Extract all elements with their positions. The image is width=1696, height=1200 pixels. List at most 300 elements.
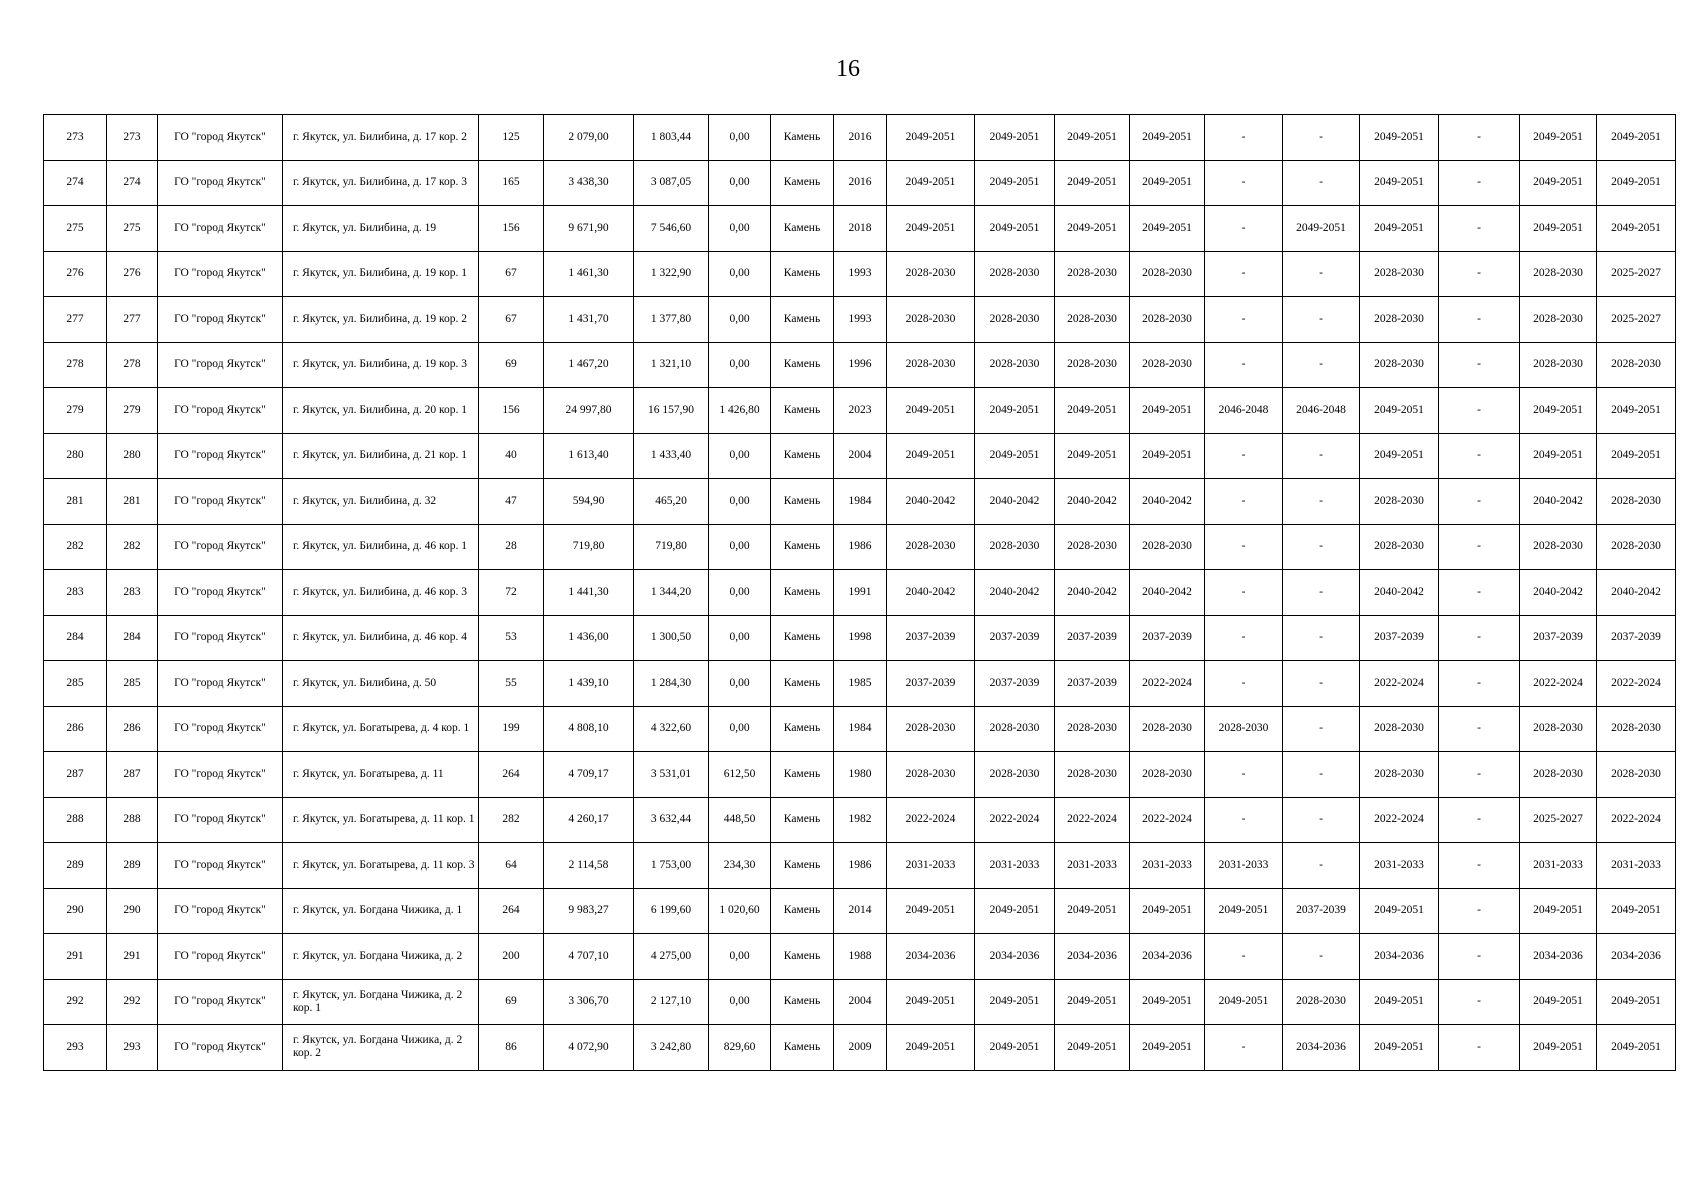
cell-residents: 165 xyxy=(479,160,544,206)
cell-nonresidential-area: 0,00 xyxy=(709,160,771,206)
cell-record-number: 286 xyxy=(107,706,158,752)
cell-residents: 156 xyxy=(479,206,544,252)
cell-period-10: 2028-2030 xyxy=(1597,706,1676,752)
cell-period-5: - xyxy=(1205,115,1283,161)
cell-total-area: 2 114,58 xyxy=(544,843,634,889)
cell-period-1: 2049-2051 xyxy=(887,888,975,934)
cell-period-8: - xyxy=(1439,979,1520,1025)
cell-municipality: ГО "город Якутск" xyxy=(158,206,283,252)
cell-period-1: 2022-2024 xyxy=(887,797,975,843)
cell-total-area: 1 431,70 xyxy=(544,297,634,343)
cell-period-5: 2028-2030 xyxy=(1205,706,1283,752)
cell-record-number: 288 xyxy=(107,797,158,843)
cell-row-number: 287 xyxy=(44,752,107,798)
cell-period-10: 2049-2051 xyxy=(1597,888,1676,934)
cell-period-7: 2031-2033 xyxy=(1360,843,1439,889)
table-row xyxy=(44,752,1676,798)
cell-municipality: ГО "город Якутск" xyxy=(158,479,283,525)
cell-period-7: 2049-2051 xyxy=(1360,433,1439,479)
cell-record-number: 283 xyxy=(107,570,158,616)
cell-nonresidential-area: 0,00 xyxy=(709,115,771,161)
cell-period-5: - xyxy=(1205,570,1283,616)
cell-commission-year: 2014 xyxy=(834,888,887,934)
cell-period-3: 2049-2051 xyxy=(1055,388,1130,434)
table-row xyxy=(44,615,1676,661)
cell-period-3: 2049-2051 xyxy=(1055,206,1130,252)
cell-period-1: 2049-2051 xyxy=(887,160,975,206)
cell-total-area: 1 613,40 xyxy=(544,433,634,479)
cell-period-10: 2025-2027 xyxy=(1597,251,1676,297)
cell-period-6: - xyxy=(1283,797,1360,843)
cell-period-6: - xyxy=(1283,479,1360,525)
cell-period-4: 2028-2030 xyxy=(1130,752,1205,798)
cell-municipality: ГО "город Якутск" xyxy=(158,934,283,980)
cell-row-number: 285 xyxy=(44,661,107,707)
cell-total-area: 24 997,80 xyxy=(544,388,634,434)
cell-living-area: 4 322,60 xyxy=(634,706,709,752)
cell-address: г. Якутск, ул. Билибина, д. 46 кор. 3 xyxy=(283,570,479,616)
cell-commission-year: 1982 xyxy=(834,797,887,843)
table-row xyxy=(44,388,1676,434)
cell-period-5: 2049-2051 xyxy=(1205,888,1283,934)
cell-period-4: 2049-2051 xyxy=(1130,160,1205,206)
cell-municipality: ГО "город Якутск" xyxy=(158,661,283,707)
cell-commission-year: 2009 xyxy=(834,1025,887,1071)
cell-period-1: 2028-2030 xyxy=(887,342,975,388)
cell-municipality: ГО "город Якутск" xyxy=(158,843,283,889)
cell-nonresidential-area: 0,00 xyxy=(709,251,771,297)
cell-commission-year: 1998 xyxy=(834,615,887,661)
cell-total-area: 4 260,17 xyxy=(544,797,634,843)
cell-record-number: 279 xyxy=(107,388,158,434)
cell-period-8: - xyxy=(1439,570,1520,616)
cell-total-area: 1 439,10 xyxy=(544,661,634,707)
cell-period-3: 2028-2030 xyxy=(1055,251,1130,297)
cell-period-3: 2049-2051 xyxy=(1055,888,1130,934)
table-row xyxy=(44,297,1676,343)
cell-period-6: 2028-2030 xyxy=(1283,979,1360,1025)
cell-period-7: 2028-2030 xyxy=(1360,524,1439,570)
cell-period-1: 2028-2030 xyxy=(887,251,975,297)
cell-municipality: ГО "город Якутск" xyxy=(158,342,283,388)
cell-address: г. Якутск, ул. Билибина, д. 19 кор. 3 xyxy=(283,342,479,388)
cell-period-7: 2028-2030 xyxy=(1360,706,1439,752)
cell-period-2: 2049-2051 xyxy=(975,979,1055,1025)
cell-total-area: 4 808,10 xyxy=(544,706,634,752)
cell-commission-year: 1985 xyxy=(834,661,887,707)
cell-record-number: 291 xyxy=(107,934,158,980)
cell-residents: 125 xyxy=(479,115,544,161)
cell-wall-material: Камень xyxy=(771,661,834,707)
cell-municipality: ГО "город Якутск" xyxy=(158,752,283,798)
cell-record-number: 276 xyxy=(107,251,158,297)
cell-total-area: 3 306,70 xyxy=(544,979,634,1025)
cell-living-area: 1 284,30 xyxy=(634,661,709,707)
cell-period-4: 2022-2024 xyxy=(1130,797,1205,843)
cell-address: г. Якутск, ул. Билибина, д. 32 xyxy=(283,479,479,525)
cell-wall-material: Камень xyxy=(771,115,834,161)
cell-record-number: 281 xyxy=(107,479,158,525)
cell-period-5: - xyxy=(1205,433,1283,479)
cell-period-9: 2034-2036 xyxy=(1520,934,1597,980)
cell-period-5: 2046-2048 xyxy=(1205,388,1283,434)
cell-period-9: 2049-2051 xyxy=(1520,388,1597,434)
cell-residents: 67 xyxy=(479,251,544,297)
cell-total-area: 9 983,27 xyxy=(544,888,634,934)
cell-living-area: 3 087,05 xyxy=(634,160,709,206)
cell-record-number: 282 xyxy=(107,524,158,570)
cell-period-10: 2028-2030 xyxy=(1597,342,1676,388)
cell-address: г. Якутск, ул. Богатырева, д. 11 кор. 3 xyxy=(283,843,479,889)
cell-period-4: 2037-2039 xyxy=(1130,615,1205,661)
cell-wall-material: Камень xyxy=(771,888,834,934)
cell-address: г. Якутск, ул. Билибина, д. 21 кор. 1 xyxy=(283,433,479,479)
cell-period-10: 2022-2024 xyxy=(1597,661,1676,707)
cell-municipality: ГО "город Якутск" xyxy=(158,570,283,616)
cell-municipality: ГО "город Якутск" xyxy=(158,388,283,434)
cell-wall-material: Камень xyxy=(771,524,834,570)
cell-municipality: ГО "город Якутск" xyxy=(158,706,283,752)
cell-period-7: 2049-2051 xyxy=(1360,888,1439,934)
cell-period-4: 2049-2051 xyxy=(1130,206,1205,252)
cell-period-5: - xyxy=(1205,752,1283,798)
cell-period-6: - xyxy=(1283,752,1360,798)
cell-period-7: 2028-2030 xyxy=(1360,297,1439,343)
cell-nonresidential-area: 448,50 xyxy=(709,797,771,843)
cell-record-number: 273 xyxy=(107,115,158,161)
cell-period-9: 2028-2030 xyxy=(1520,706,1597,752)
cell-period-9: 2049-2051 xyxy=(1520,1025,1597,1071)
cell-living-area: 7 546,60 xyxy=(634,206,709,252)
cell-total-area: 1 436,00 xyxy=(544,615,634,661)
cell-period-2: 2028-2030 xyxy=(975,251,1055,297)
cell-period-7: 2028-2030 xyxy=(1360,479,1439,525)
table-row xyxy=(44,479,1676,525)
cell-period-10: 2049-2051 xyxy=(1597,433,1676,479)
housing-registry-table xyxy=(43,114,1676,1071)
cell-municipality: ГО "город Якутск" xyxy=(158,433,283,479)
cell-address: г. Якутск, ул. Билибина, д. 46 кор. 1 xyxy=(283,524,479,570)
cell-period-2: 2037-2039 xyxy=(975,661,1055,707)
cell-period-7: 2028-2030 xyxy=(1360,342,1439,388)
table-row xyxy=(44,524,1676,570)
cell-period-3: 2037-2039 xyxy=(1055,661,1130,707)
cell-record-number: 292 xyxy=(107,979,158,1025)
cell-period-10: 2028-2030 xyxy=(1597,479,1676,525)
cell-period-6: - xyxy=(1283,934,1360,980)
cell-residents: 86 xyxy=(479,1025,544,1071)
cell-period-3: 2034-2036 xyxy=(1055,934,1130,980)
cell-commission-year: 2023 xyxy=(834,388,887,434)
cell-period-9: 2028-2030 xyxy=(1520,524,1597,570)
cell-period-8: - xyxy=(1439,1025,1520,1071)
cell-period-5: - xyxy=(1205,934,1283,980)
cell-period-1: 2028-2030 xyxy=(887,752,975,798)
cell-period-7: 2049-2051 xyxy=(1360,206,1439,252)
cell-period-9: 2028-2030 xyxy=(1520,342,1597,388)
cell-wall-material: Камень xyxy=(771,615,834,661)
cell-municipality: ГО "город Якутск" xyxy=(158,524,283,570)
cell-period-1: 2049-2051 xyxy=(887,206,975,252)
cell-record-number: 274 xyxy=(107,160,158,206)
cell-total-area: 719,80 xyxy=(544,524,634,570)
cell-living-area: 1 300,50 xyxy=(634,615,709,661)
cell-period-7: 2028-2030 xyxy=(1360,251,1439,297)
cell-period-7: 2049-2051 xyxy=(1360,388,1439,434)
cell-wall-material: Камень xyxy=(771,479,834,525)
table-row xyxy=(44,797,1676,843)
cell-period-10: 2040-2042 xyxy=(1597,570,1676,616)
cell-period-9: 2049-2051 xyxy=(1520,433,1597,479)
cell-municipality: ГО "город Якутск" xyxy=(158,251,283,297)
cell-period-1: 2049-2051 xyxy=(887,1025,975,1071)
cell-period-5: - xyxy=(1205,160,1283,206)
cell-period-2: 2040-2042 xyxy=(975,570,1055,616)
cell-record-number: 293 xyxy=(107,1025,158,1071)
cell-period-7: 2049-2051 xyxy=(1360,160,1439,206)
cell-period-9: 2049-2051 xyxy=(1520,206,1597,252)
cell-period-9: 2028-2030 xyxy=(1520,297,1597,343)
cell-period-3: 2037-2039 xyxy=(1055,615,1130,661)
cell-wall-material: Камень xyxy=(771,433,834,479)
cell-period-1: 2040-2042 xyxy=(887,570,975,616)
cell-period-8: - xyxy=(1439,297,1520,343)
cell-period-6: - xyxy=(1283,160,1360,206)
cell-total-area: 4 072,90 xyxy=(544,1025,634,1071)
cell-period-7: 2037-2039 xyxy=(1360,615,1439,661)
cell-period-3: 2028-2030 xyxy=(1055,706,1130,752)
cell-nonresidential-area: 0,00 xyxy=(709,979,771,1025)
cell-period-5: - xyxy=(1205,615,1283,661)
cell-nonresidential-area: 612,50 xyxy=(709,752,771,798)
cell-period-8: - xyxy=(1439,934,1520,980)
cell-residents: 264 xyxy=(479,888,544,934)
cell-wall-material: Камень xyxy=(771,342,834,388)
cell-residents: 282 xyxy=(479,797,544,843)
cell-living-area: 1 321,10 xyxy=(634,342,709,388)
cell-commission-year: 2004 xyxy=(834,979,887,1025)
cell-commission-year: 1996 xyxy=(834,342,887,388)
cell-period-3: 2031-2033 xyxy=(1055,843,1130,889)
cell-period-10: 2049-2051 xyxy=(1597,206,1676,252)
cell-living-area: 1 322,90 xyxy=(634,251,709,297)
cell-municipality: ГО "город Якутск" xyxy=(158,888,283,934)
cell-period-10: 2028-2030 xyxy=(1597,752,1676,798)
cell-commission-year: 1986 xyxy=(834,524,887,570)
cell-nonresidential-area: 1 020,60 xyxy=(709,888,771,934)
cell-nonresidential-area: 0,00 xyxy=(709,342,771,388)
cell-address: г. Якутск, ул. Билибина, д. 17 кор. 3 xyxy=(283,160,479,206)
cell-living-area: 4 275,00 xyxy=(634,934,709,980)
cell-row-number: 284 xyxy=(44,615,107,661)
cell-period-7: 2034-2036 xyxy=(1360,934,1439,980)
cell-living-area: 719,80 xyxy=(634,524,709,570)
cell-address: г. Якутск, ул. Билибина, д. 19 xyxy=(283,206,479,252)
cell-period-5: 2049-2051 xyxy=(1205,979,1283,1025)
cell-period-1: 2049-2051 xyxy=(887,115,975,161)
cell-period-9: 2025-2027 xyxy=(1520,797,1597,843)
cell-record-number: 289 xyxy=(107,843,158,889)
cell-period-3: 2028-2030 xyxy=(1055,297,1130,343)
cell-period-4: 2040-2042 xyxy=(1130,570,1205,616)
cell-period-8: - xyxy=(1439,843,1520,889)
cell-commission-year: 1984 xyxy=(834,706,887,752)
cell-period-5: - xyxy=(1205,342,1283,388)
cell-row-number: 283 xyxy=(44,570,107,616)
cell-commission-year: 1988 xyxy=(834,934,887,980)
cell-total-area: 2 079,00 xyxy=(544,115,634,161)
cell-period-10: 2049-2051 xyxy=(1597,160,1676,206)
cell-nonresidential-area: 829,60 xyxy=(709,1025,771,1071)
cell-period-4: 2028-2030 xyxy=(1130,524,1205,570)
cell-municipality: ГО "город Якутск" xyxy=(158,797,283,843)
cell-total-area: 1 467,20 xyxy=(544,342,634,388)
cell-period-4: 2049-2051 xyxy=(1130,388,1205,434)
cell-commission-year: 1986 xyxy=(834,843,887,889)
cell-period-5: - xyxy=(1205,524,1283,570)
cell-wall-material: Камень xyxy=(771,297,834,343)
cell-period-6: - xyxy=(1283,706,1360,752)
cell-living-area: 6 199,60 xyxy=(634,888,709,934)
cell-period-4: 2049-2051 xyxy=(1130,115,1205,161)
cell-period-3: 2028-2030 xyxy=(1055,342,1130,388)
cell-residents: 69 xyxy=(479,979,544,1025)
table-row xyxy=(44,115,1676,161)
cell-residents: 200 xyxy=(479,934,544,980)
cell-record-number: 285 xyxy=(107,661,158,707)
cell-row-number: 277 xyxy=(44,297,107,343)
cell-period-7: 2028-2030 xyxy=(1360,752,1439,798)
cell-period-3: 2022-2024 xyxy=(1055,797,1130,843)
cell-living-area: 3 632,44 xyxy=(634,797,709,843)
cell-period-2: 2040-2042 xyxy=(975,479,1055,525)
table-row xyxy=(44,570,1676,616)
cell-period-4: 2049-2051 xyxy=(1130,979,1205,1025)
cell-row-number: 290 xyxy=(44,888,107,934)
cell-period-6: 2046-2048 xyxy=(1283,388,1360,434)
cell-period-1: 2034-2036 xyxy=(887,934,975,980)
table-row xyxy=(44,979,1676,1025)
cell-residents: 72 xyxy=(479,570,544,616)
cell-nonresidential-area: 0,00 xyxy=(709,479,771,525)
cell-period-8: - xyxy=(1439,524,1520,570)
cell-nonresidential-area: 0,00 xyxy=(709,661,771,707)
cell-commission-year: 1984 xyxy=(834,479,887,525)
cell-address: г. Якутск, ул. Богдана Чижика, д. 1 xyxy=(283,888,479,934)
table-row xyxy=(44,888,1676,934)
cell-period-7: 2049-2051 xyxy=(1360,979,1439,1025)
cell-nonresidential-area: 0,00 xyxy=(709,206,771,252)
cell-period-2: 2049-2051 xyxy=(975,433,1055,479)
cell-row-number: 289 xyxy=(44,843,107,889)
table-row xyxy=(44,206,1676,252)
registry-body xyxy=(44,115,1676,1071)
table-row xyxy=(44,160,1676,206)
cell-wall-material: Камень xyxy=(771,206,834,252)
cell-record-number: 284 xyxy=(107,615,158,661)
cell-address: г. Якутск, ул. Богдана Чижика, д. 2 кор. 1 xyxy=(283,979,479,1025)
cell-living-area: 2 127,10 xyxy=(634,979,709,1025)
cell-period-2: 2049-2051 xyxy=(975,1025,1055,1071)
cell-address: г. Якутск, ул. Богдана Чижика, д. 2 xyxy=(283,934,479,980)
cell-record-number: 290 xyxy=(107,888,158,934)
cell-commission-year: 2016 xyxy=(834,115,887,161)
cell-period-4: 2040-2042 xyxy=(1130,479,1205,525)
cell-wall-material: Камень xyxy=(771,752,834,798)
cell-period-10: 2031-2033 xyxy=(1597,843,1676,889)
cell-nonresidential-area: 0,00 xyxy=(709,524,771,570)
cell-period-6: 2034-2036 xyxy=(1283,1025,1360,1071)
cell-period-3: 2040-2042 xyxy=(1055,570,1130,616)
cell-nonresidential-area: 0,00 xyxy=(709,570,771,616)
cell-row-number: 280 xyxy=(44,433,107,479)
cell-period-5: - xyxy=(1205,251,1283,297)
cell-period-9: 2028-2030 xyxy=(1520,251,1597,297)
cell-period-9: 2040-2042 xyxy=(1520,479,1597,525)
cell-commission-year: 1993 xyxy=(834,297,887,343)
cell-municipality: ГО "город Якутск" xyxy=(158,979,283,1025)
cell-residents: 156 xyxy=(479,388,544,434)
cell-period-9: 2049-2051 xyxy=(1520,979,1597,1025)
cell-living-area: 1 377,80 xyxy=(634,297,709,343)
cell-period-8: - xyxy=(1439,160,1520,206)
cell-municipality: ГО "город Якутск" xyxy=(158,297,283,343)
cell-residents: 69 xyxy=(479,342,544,388)
cell-period-1: 2049-2051 xyxy=(887,388,975,434)
cell-municipality: ГО "город Якутск" xyxy=(158,615,283,661)
cell-period-8: - xyxy=(1439,752,1520,798)
cell-total-area: 9 671,90 xyxy=(544,206,634,252)
cell-residents: 264 xyxy=(479,752,544,798)
table-row xyxy=(44,661,1676,707)
cell-row-number: 273 xyxy=(44,115,107,161)
cell-row-number: 286 xyxy=(44,706,107,752)
page-number: 16 xyxy=(836,56,860,82)
cell-period-3: 2049-2051 xyxy=(1055,1025,1130,1071)
cell-period-3: 2040-2042 xyxy=(1055,479,1130,525)
cell-period-2: 2028-2030 xyxy=(975,706,1055,752)
cell-period-4: 2028-2030 xyxy=(1130,706,1205,752)
cell-period-2: 2028-2030 xyxy=(975,297,1055,343)
cell-nonresidential-area: 0,00 xyxy=(709,934,771,980)
cell-residents: 199 xyxy=(479,706,544,752)
cell-wall-material: Камень xyxy=(771,706,834,752)
cell-nonresidential-area: 0,00 xyxy=(709,433,771,479)
cell-period-6: - xyxy=(1283,433,1360,479)
cell-period-2: 2049-2051 xyxy=(975,388,1055,434)
table-row xyxy=(44,843,1676,889)
cell-period-2: 2049-2051 xyxy=(975,206,1055,252)
cell-row-number: 282 xyxy=(44,524,107,570)
cell-row-number: 288 xyxy=(44,797,107,843)
cell-period-1: 2028-2030 xyxy=(887,297,975,343)
cell-record-number: 275 xyxy=(107,206,158,252)
cell-period-6: - xyxy=(1283,843,1360,889)
cell-period-5: - xyxy=(1205,797,1283,843)
cell-period-5: - xyxy=(1205,661,1283,707)
cell-period-8: - xyxy=(1439,206,1520,252)
cell-total-area: 3 438,30 xyxy=(544,160,634,206)
cell-period-8: - xyxy=(1439,251,1520,297)
cell-period-9: 2049-2051 xyxy=(1520,888,1597,934)
cell-wall-material: Камень xyxy=(771,979,834,1025)
cell-address: г. Якутск, ул. Билибина, д. 17 кор. 2 xyxy=(283,115,479,161)
cell-period-8: - xyxy=(1439,615,1520,661)
cell-period-6: 2049-2051 xyxy=(1283,206,1360,252)
cell-living-area: 3 531,01 xyxy=(634,752,709,798)
cell-period-8: - xyxy=(1439,433,1520,479)
cell-address: г. Якутск, ул. Богатырева, д. 4 кор. 1 xyxy=(283,706,479,752)
